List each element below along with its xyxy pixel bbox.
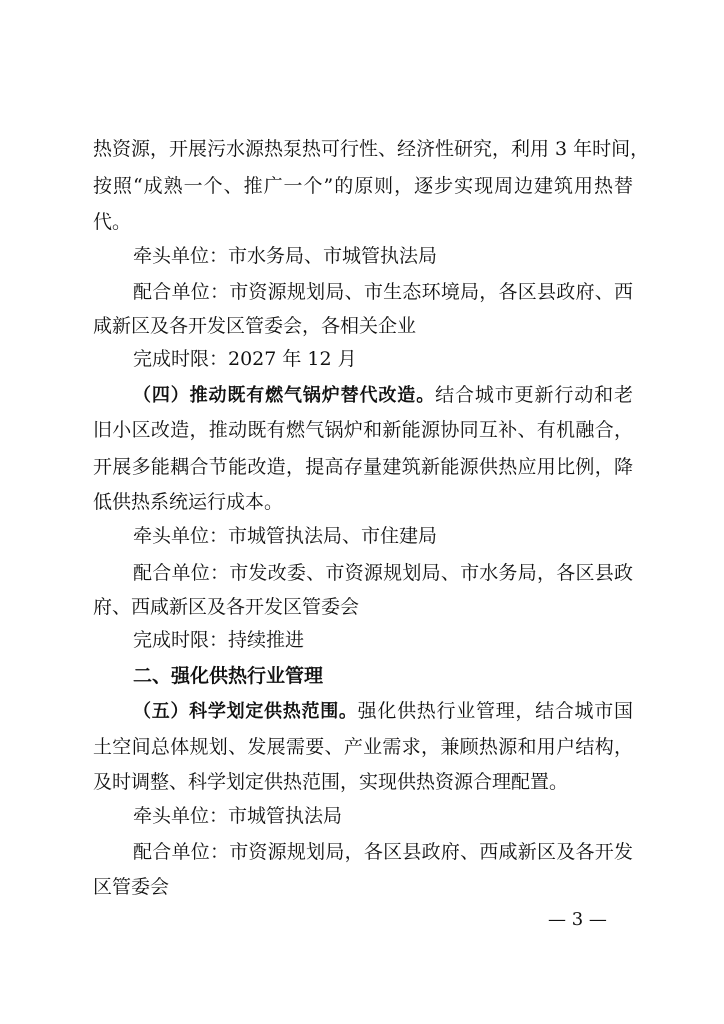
- paragraph-line: 热资源，开展污水源热泵热可行性、经济性研究，利用 3 年时间，: [93, 138, 650, 160]
- paragraph-line: 按照“成熟一个、推广一个”的原则，逐步实现周边建筑用热替: [93, 175, 633, 197]
- item-5-first-line: [133, 699, 633, 724]
- section-heading: 二、强化供热行业管理: [133, 665, 324, 687]
- item-4-title: （四）推动既有燃气锅炉替代改造。: [133, 385, 436, 406]
- paragraph-line: 低供热系统运行成本。: [93, 491, 284, 513]
- item-4-text: 结合城市更新行动和老: [435, 384, 633, 406]
- deadline-line: 完成时限：持续推进: [133, 629, 305, 651]
- page-number: — 3 —: [548, 909, 607, 930]
- paragraph-line: 开展多能耦合节能改造，提高存量建筑新能源供热应用比例，降: [93, 456, 633, 478]
- lead-unit-line: 牵头单位：市城管执法局: [133, 805, 343, 827]
- partner-unit-line: 配合单位：市发改委、市资源规划局、市水务局，各区县政: [133, 562, 633, 584]
- lead-unit-line: 牵头单位：市水务局、市城管执法局: [133, 245, 438, 267]
- paragraph-line: 及时调整、科学划定供热范围，实现供热资源合理配置。: [93, 771, 569, 793]
- partner-unit-line: 配合单位：市资源规划局、市生态环境局，各区县政府、西: [133, 281, 633, 303]
- partner-unit-line: 府、西咸新区及各开发区管委会: [93, 596, 360, 618]
- paragraph-line: 土空间总体规划、发展需要、产业需求，兼顾热源和用户结构，: [93, 736, 633, 758]
- item-4-first-line: [133, 383, 633, 408]
- partner-unit-line: 咸新区及各开发区管委会，各相关企业: [93, 315, 417, 337]
- item-5-title: （五）科学划定供热范围。: [133, 701, 358, 722]
- partner-unit-line: 配合单位：市资源规划局，各区县政府、西咸新区及各开发: [133, 841, 633, 863]
- paragraph-line: 旧小区改造，推动既有燃气锅炉和新能源协同互补、有机融合，: [93, 419, 633, 441]
- partner-unit-line: 区管委会: [93, 876, 170, 898]
- item-5-text: 强化供热行业管理，结合城市国: [357, 700, 633, 722]
- paragraph-line: 代。: [93, 211, 132, 233]
- lead-unit-line: 牵头单位：市城管执法局、市住建局: [133, 525, 438, 547]
- deadline-line: 完成时限：2027 年 12 月: [133, 348, 357, 370]
